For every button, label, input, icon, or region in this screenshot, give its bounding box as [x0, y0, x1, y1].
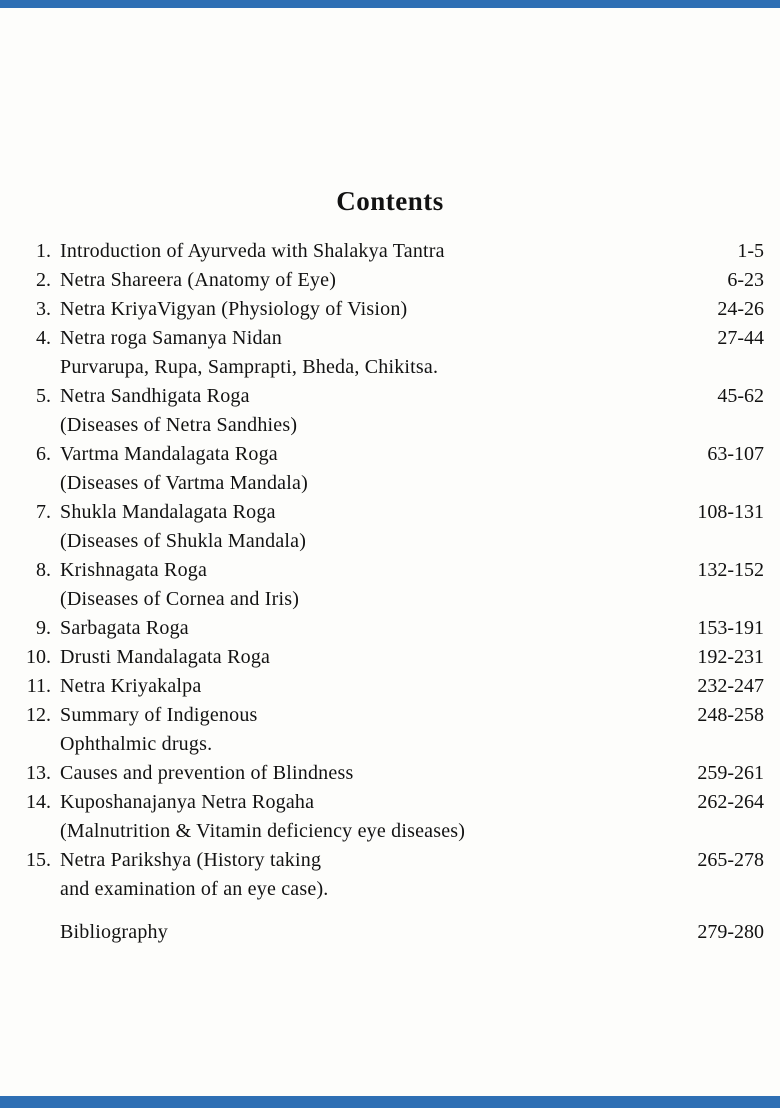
- item-number: 11.: [26, 675, 51, 697]
- scan-edge-top: [0, 0, 780, 8]
- item-number: [24, 353, 60, 382]
- toc-row: [24, 701, 764, 730]
- item-title: Ophthalmic drugs.: [60, 733, 213, 755]
- toc-row: [24, 918, 764, 947]
- toc-row: [24, 846, 764, 875]
- toc-item: [24, 498, 764, 556]
- item-pages: 265-278: [697, 849, 764, 871]
- toc-item: [24, 701, 764, 759]
- toc-item: [24, 918, 764, 947]
- toc-row: [24, 527, 764, 556]
- item-number: [24, 585, 60, 614]
- item-pages: [669, 411, 764, 440]
- item-title: Vartma Mandalagata Roga: [60, 443, 278, 465]
- item-title: (Diseases of Shukla Mandala): [60, 530, 307, 552]
- toc-row: [24, 237, 764, 266]
- item-pages: 63-107: [707, 443, 764, 465]
- item-title: Netra Kriyakalpa: [60, 675, 202, 697]
- toc-row: [24, 875, 764, 904]
- toc-item: [24, 440, 764, 498]
- item-number: 2.: [36, 269, 51, 291]
- toc-row: [24, 266, 764, 295]
- item-title: and examination of an eye case).: [60, 878, 329, 900]
- item-pages: 108-131: [697, 501, 764, 523]
- item-title: Shukla Mandalagata Roga: [60, 501, 276, 523]
- item-pages: 27-44: [717, 327, 764, 349]
- item-pages: 24-26: [717, 298, 764, 320]
- item-title: (Diseases of Cornea and Iris): [60, 588, 300, 610]
- item-pages: 153-191: [697, 617, 764, 639]
- toc-item: [24, 614, 764, 643]
- item-pages: 279-280: [697, 921, 764, 943]
- toc-row: [24, 295, 764, 324]
- item-title: Bibliography: [60, 921, 168, 943]
- toc-row: [24, 759, 764, 788]
- item-number: 8.: [36, 559, 51, 581]
- item-number: 9.: [36, 617, 51, 639]
- item-title: (Diseases of Netra Sandhies): [60, 414, 298, 436]
- toc-row: [24, 730, 764, 759]
- toc-row: [24, 643, 764, 672]
- item-pages: [669, 585, 764, 614]
- item-pages: 1-5: [737, 240, 764, 262]
- toc-row: [24, 353, 764, 382]
- toc-row: [24, 469, 764, 498]
- toc-row: [24, 672, 764, 701]
- item-pages: 232-247: [697, 675, 764, 697]
- item-number: 14.: [26, 791, 51, 813]
- item-pages: 132-152: [697, 559, 764, 581]
- item-title: Netra Shareera (Anatomy of Eye): [60, 269, 337, 291]
- item-pages: [669, 817, 764, 846]
- item-number: 7.: [36, 501, 51, 523]
- item-title: (Diseases of Vartma Mandala): [60, 472, 308, 494]
- toc-row: [24, 788, 764, 817]
- item-number: 5.: [36, 385, 51, 407]
- item-pages: [669, 730, 764, 759]
- item-number: 10.: [26, 646, 51, 668]
- item-title: Netra roga Samanya Nidan: [60, 327, 282, 349]
- item-pages: 192-231: [697, 646, 764, 668]
- scan-edge-bottom: [0, 1096, 780, 1108]
- toc-item: [24, 324, 764, 382]
- toc-item: [24, 788, 764, 846]
- item-title: Purvarupa, Rupa, Samprapti, Bheda, Chikitsa.: [60, 356, 439, 378]
- toc-row: [24, 382, 764, 411]
- item-number: 1.: [36, 240, 51, 262]
- toc-row: [24, 498, 764, 527]
- item-number: 6.: [36, 443, 51, 465]
- item-number: 4.: [36, 327, 51, 349]
- item-number: [24, 875, 60, 904]
- item-pages: [669, 469, 764, 498]
- toc-item: [24, 556, 764, 614]
- toc-row: [24, 411, 764, 440]
- item-number: 3.: [36, 298, 51, 320]
- toc-item: [24, 643, 764, 672]
- item-pages: 262-264: [697, 791, 764, 813]
- item-number: [24, 918, 60, 947]
- item-title: Netra Sandhigata Roga: [60, 385, 250, 407]
- item-title: Sarbagata Roga: [60, 617, 189, 639]
- item-pages: 259-261: [697, 762, 764, 784]
- item-title: (Malnutrition & Vitamin deficiency eye diseases): [60, 820, 466, 842]
- item-title: Introduction of Ayurveda with Shalakya Tantra: [60, 240, 445, 262]
- item-pages: [669, 353, 764, 382]
- toc-row: [24, 585, 764, 614]
- item-pages: [669, 527, 764, 556]
- item-number: [24, 411, 60, 440]
- item-pages: 6-23: [727, 269, 764, 291]
- item-pages: 248-258: [697, 704, 764, 726]
- toc-row: [24, 817, 764, 846]
- item-number: 13.: [26, 762, 51, 784]
- toc-row: [24, 556, 764, 585]
- toc-item: [24, 237, 764, 266]
- toc-row: [24, 440, 764, 469]
- item-title: Causes and prevention of Blindness: [60, 762, 354, 784]
- page-title: Contents: [336, 186, 444, 216]
- item-pages: [669, 875, 764, 904]
- item-title: Drusti Mandalagata Roga: [60, 646, 271, 668]
- item-title: Netra Parikshya (History taking: [60, 849, 322, 871]
- toc-item: [24, 759, 764, 788]
- toc-row: [24, 614, 764, 643]
- toc-item: [24, 382, 764, 440]
- item-title: Summary of Indigenous: [60, 704, 258, 726]
- item-number: [24, 730, 60, 759]
- item-title: Kuposhanajanya Netra Rogaha: [60, 791, 315, 813]
- toc-item: [24, 295, 764, 324]
- toc-list: [24, 237, 764, 947]
- item-title: Krishnagata Roga: [60, 559, 208, 581]
- toc-item: [24, 846, 764, 904]
- item-title: Netra KriyaVigyan (Physiology of Vision): [60, 298, 408, 320]
- item-number: 15.: [26, 849, 51, 871]
- toc-item: [24, 672, 764, 701]
- item-pages: 45-62: [717, 385, 764, 407]
- item-number: 12.: [26, 704, 51, 726]
- toc-item: [24, 266, 764, 295]
- toc-row: [24, 324, 764, 353]
- item-number: [24, 469, 60, 498]
- item-number: [24, 527, 60, 556]
- item-number: [24, 817, 60, 846]
